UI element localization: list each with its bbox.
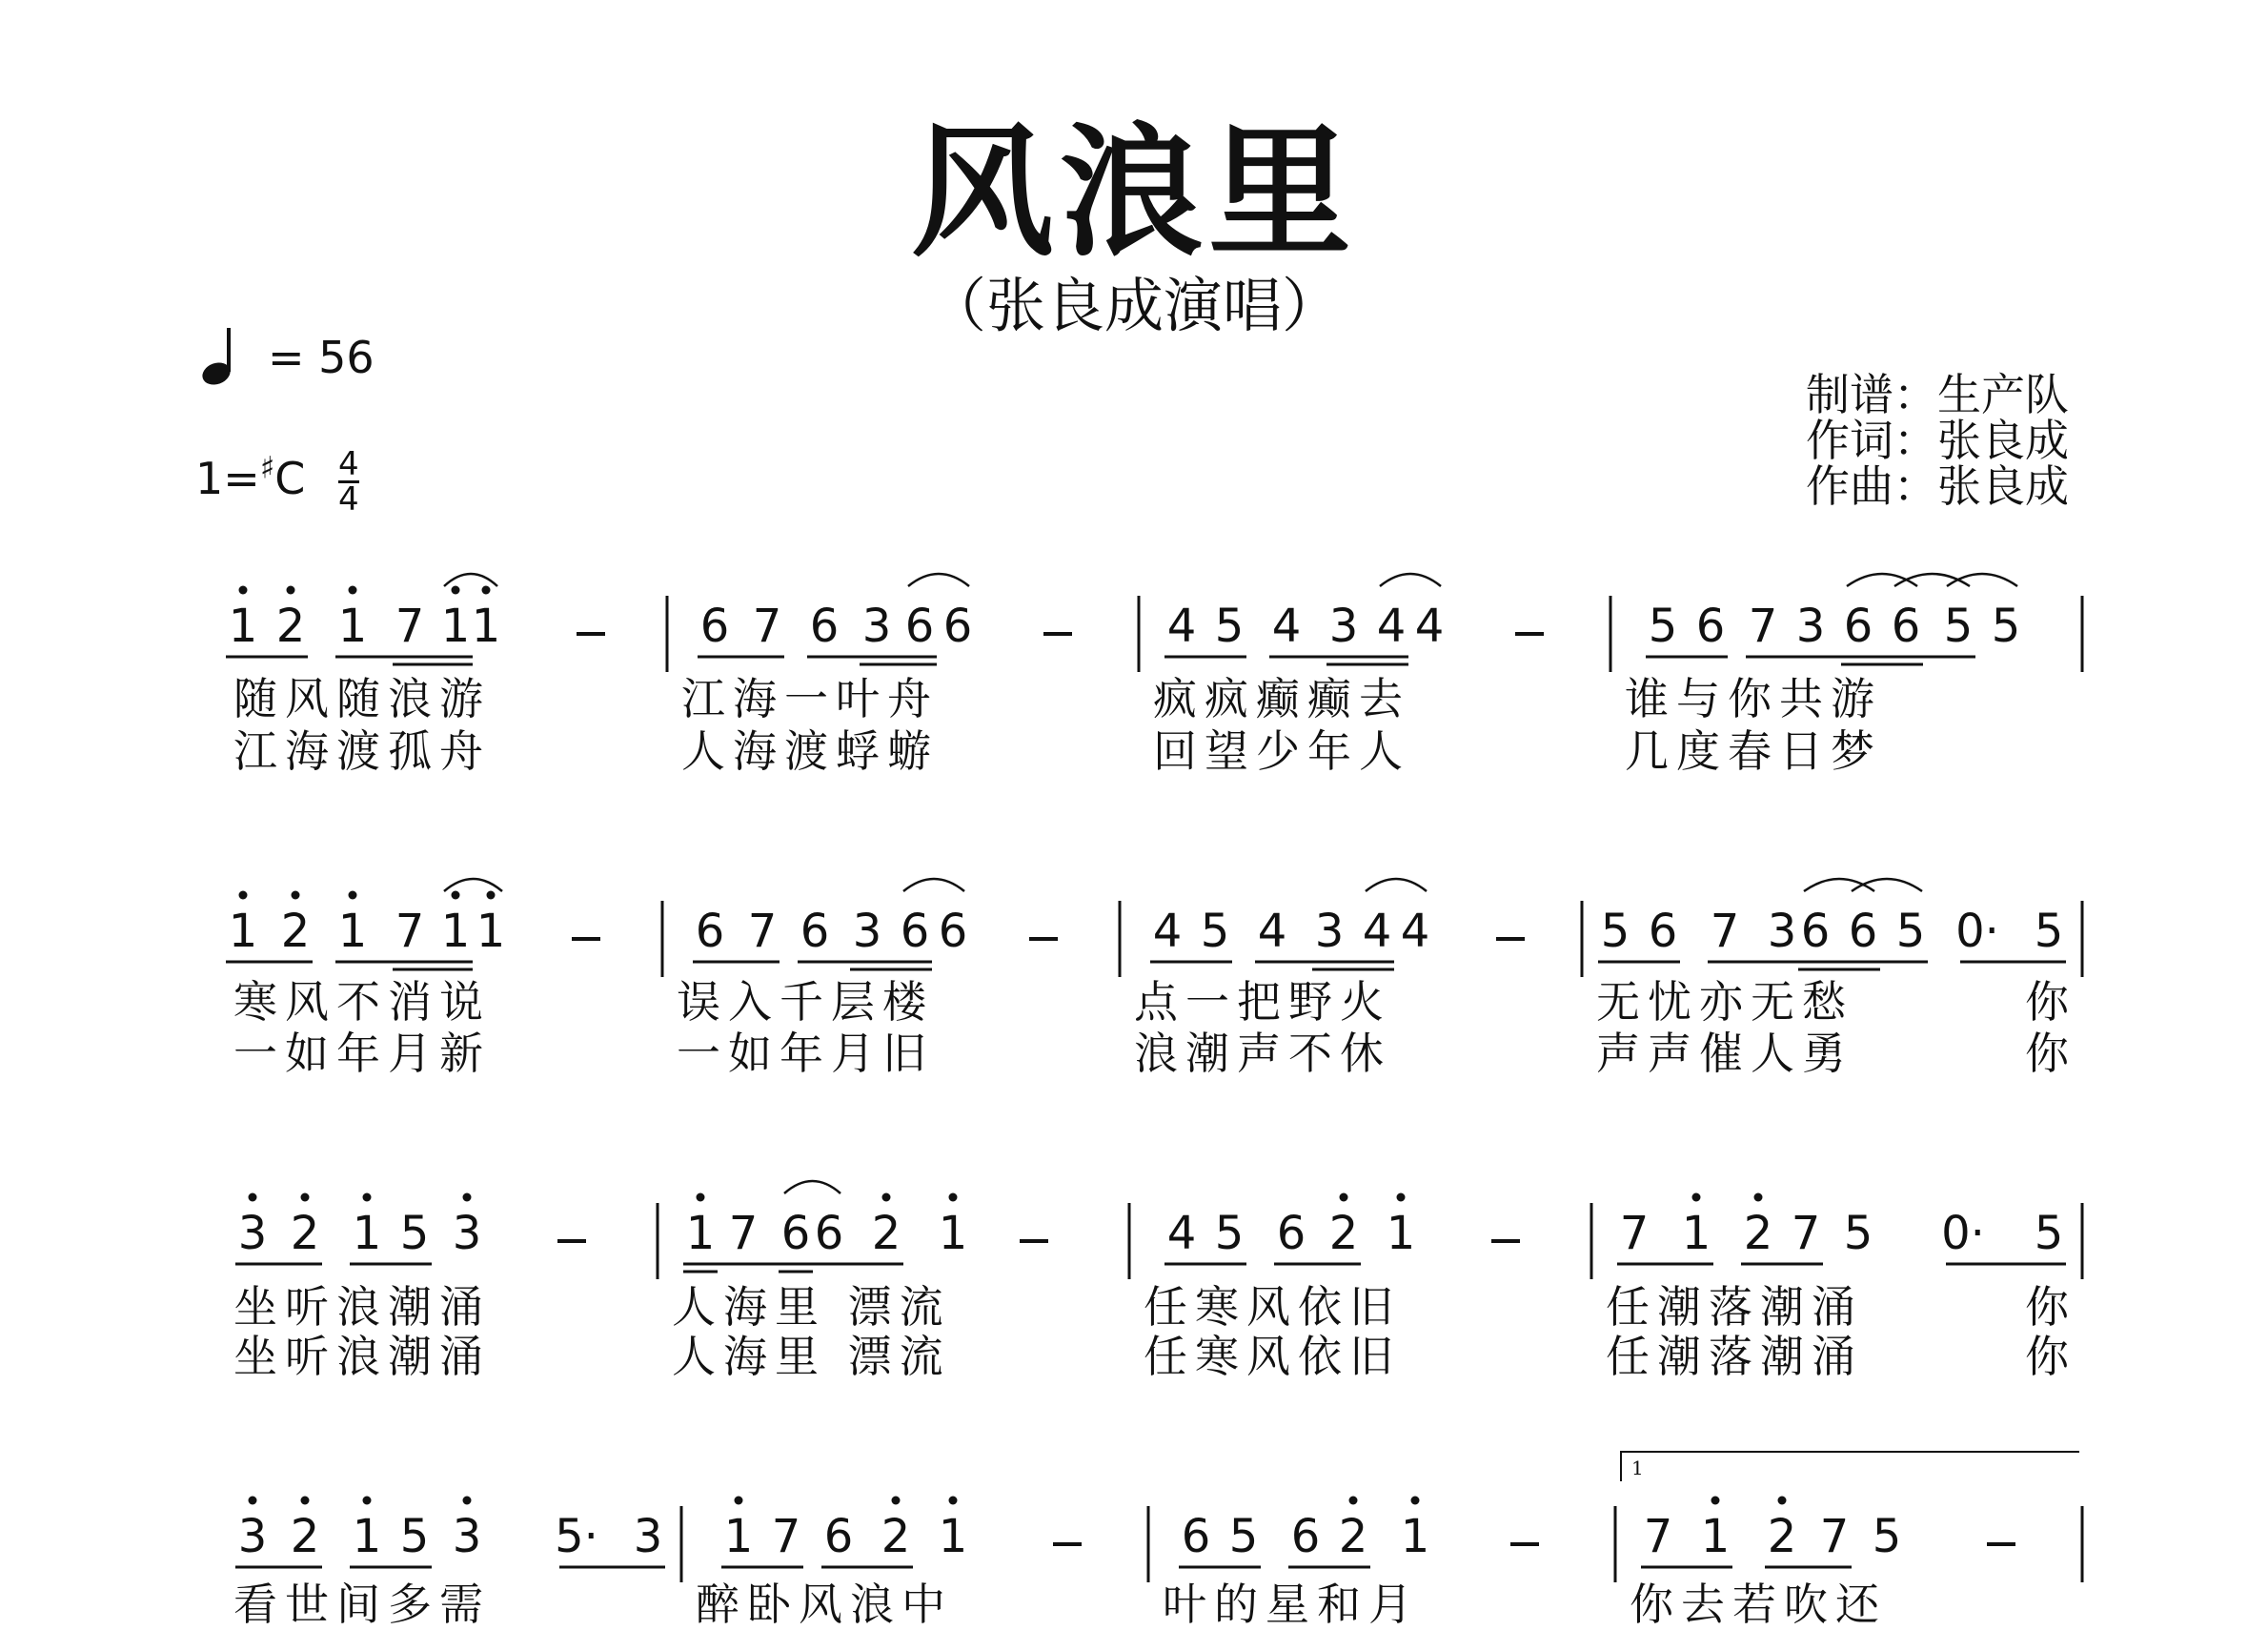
credit-composer: 作曲：张良成 [1806, 460, 2069, 512]
jianpu-note: 1 [228, 600, 258, 653]
jianpu-note: 6 [1290, 1510, 1321, 1563]
octave-dot [301, 1497, 310, 1505]
jianpu-note: 4 [1400, 905, 1430, 958]
jianpu-note: 1 [352, 1207, 382, 1260]
octave-dot [249, 1497, 257, 1505]
time-bottom: 4 [338, 480, 359, 519]
jianpu-note: 3 [852, 905, 882, 958]
jianpu-note: 1 [471, 600, 501, 653]
lyric-line: 醉卧风浪中 [696, 1579, 953, 1630]
jianpu-note: 1 [1400, 1510, 1430, 1563]
pickup-lyric: 你 [2025, 1281, 2069, 1333]
lyric-line: 一如年月新 [233, 1028, 491, 1079]
octave-dot [735, 1497, 743, 1505]
jianpu-note: 1 [440, 905, 471, 958]
pickup-lyric: 你 [2025, 1331, 2069, 1382]
octave-dot [1340, 1193, 1348, 1202]
jianpu-note: 5 [2034, 905, 2064, 958]
jianpu-note: 6 [809, 600, 840, 653]
jianpu-note: 6 [1843, 600, 1873, 653]
octave-dot [1692, 1193, 1701, 1202]
jianpu-note: 1 [1681, 1207, 1711, 1260]
octave-dot [1711, 1497, 1720, 1505]
jianpu-note: 5 [399, 1207, 430, 1260]
jianpu-note: 6 [823, 1510, 854, 1563]
jianpu-note: 7 [728, 1207, 759, 1260]
octave-dot [882, 1193, 891, 1202]
lyric-line: 人海渡蜉蝣 [681, 725, 939, 777]
jianpu-note: 3 [633, 1510, 663, 1563]
jianpu-note: 5 [1228, 1510, 1259, 1563]
volta-number: 1 [1631, 1457, 1644, 1479]
octave-dot [452, 586, 460, 595]
jianpu-note: 3 [861, 600, 892, 653]
octave-dot [463, 1497, 472, 1505]
lyric-line: 任寒风依旧 [1144, 1331, 1401, 1382]
octave-dot [949, 1193, 958, 1202]
jianpu-note: 7 [1619, 1207, 1650, 1260]
jianpu-note: 5 [1648, 600, 1678, 653]
jianpu-note: 6 [695, 905, 725, 958]
lyric-line: 江海一叶舟 [681, 673, 939, 724]
lyric-line: 回望少年人 [1153, 725, 1410, 777]
jianpu-note: 2 [1743, 1207, 1773, 1260]
jianpu-note: 6 [1695, 600, 1726, 653]
lyric-line: 寒风不消说 [233, 976, 491, 1028]
octave-dot [1397, 1193, 1406, 1202]
octave-dot [363, 1497, 372, 1505]
lyric-line: 任寒风依旧 [1144, 1281, 1401, 1333]
jianpu-note: 5 [1600, 905, 1630, 958]
jianpu-note: 7 [1748, 600, 1778, 653]
jianpu-note: 1 [685, 1207, 716, 1260]
tie-slur [444, 879, 502, 891]
jianpu-note: 6 [904, 600, 935, 653]
octave-dot [239, 586, 248, 595]
jianpu-note: 6 [938, 905, 968, 958]
jianpu-note: 5 [1895, 905, 1926, 958]
jianpu-note: 4 [1414, 600, 1445, 653]
lyric-line: 随风随浪游 [233, 673, 491, 724]
lyric-line: 点一把野火 [1134, 976, 1391, 1028]
jianpu-note: 6 [699, 600, 730, 653]
jianpu-note: 6 [1848, 905, 1878, 958]
jianpu-note: 1 [1386, 1207, 1416, 1260]
jianpu-note: 7 [1791, 1207, 1821, 1260]
lyric-line: 江海渡孤舟 [233, 725, 491, 777]
jianpu-note: 7 [395, 905, 425, 958]
octave-dot [292, 891, 300, 900]
octave-dot [1349, 1497, 1358, 1505]
jianpu-note: 6 [1648, 905, 1678, 958]
jianpu-note: 7 [752, 600, 782, 653]
jianpu-note: 1 [337, 600, 368, 653]
octave-dot [1778, 1497, 1787, 1505]
lyric-line: 谁与你共游 [1625, 673, 1882, 724]
jianpu-note: 2 [1328, 1207, 1359, 1260]
lyric-line: 浪潮声不休 [1134, 1028, 1391, 1079]
jianpu-note: 2 [290, 1510, 320, 1563]
jianpu-note: 1 [476, 905, 506, 958]
lyric-line: 一如年月旧 [677, 1028, 934, 1079]
octave-dot [892, 1497, 901, 1505]
jianpu-note: 2 [275, 600, 306, 653]
jianpu-note: 4 [1376, 600, 1407, 653]
octave-dot [349, 891, 357, 900]
lyric-line: 坐听浪潮涌 [233, 1331, 491, 1382]
jianpu-note: 7 [395, 600, 425, 653]
octave-dot [349, 586, 357, 595]
jianpu-note: 1 [938, 1207, 968, 1260]
tempo-value: = 56 [268, 332, 375, 383]
jianpu-note: 5 [1991, 600, 2021, 653]
lyric-line: 误入千层楼 [677, 976, 934, 1028]
jianpu-note: 1 [337, 905, 368, 958]
jianpu-note: 4 [1271, 600, 1302, 653]
key-prefix: 1= [195, 453, 260, 504]
jianpu-note: 7 [771, 1510, 801, 1563]
jianpu-note: 6 [1800, 905, 1831, 958]
credit-arranger: 制谱：生产队 [1806, 369, 2069, 420]
octave-dot [249, 1193, 257, 1202]
jianpu-note: 6 [1891, 600, 1921, 653]
jianpu-note: 5 [1200, 905, 1230, 958]
tie-slur [1380, 574, 1441, 586]
lyric-line: 你去若吹还 [1630, 1579, 1887, 1630]
jianpu-note: 3 [1314, 905, 1345, 958]
pickup-lyric: 你 [2025, 976, 2069, 1028]
jianpu-note: 3 [237, 1510, 268, 1563]
jianpu-note: 7 [1710, 905, 1740, 958]
jianpu-note: 2 [881, 1510, 911, 1563]
lyric-line: 声声催人勇 [1596, 1028, 1853, 1079]
octave-dot [487, 891, 496, 900]
jianpu-note: 3 [1795, 600, 1826, 653]
octave-dot [301, 1193, 310, 1202]
octave-dot [1411, 1497, 1420, 1505]
octave-dot [463, 1193, 472, 1202]
jianpu-note: 0· [1955, 905, 1999, 958]
jianpu-note: 3 [1767, 905, 1797, 958]
jianpu-note: 5 [1214, 1207, 1245, 1260]
jianpu-note: 4 [1166, 1207, 1197, 1260]
jianpu-note: 1 [1700, 1510, 1731, 1563]
jianpu-note: 1 [352, 1510, 382, 1563]
lyric-line: 任潮落潮涌 [1606, 1281, 1863, 1333]
tie-slur [784, 1181, 840, 1193]
octave-dot [697, 1193, 705, 1202]
jianpu-note: 3 [1328, 600, 1359, 653]
sharp-sign: ♯ [259, 449, 275, 486]
jianpu-note: 4 [1166, 600, 1197, 653]
tie-slur [1366, 879, 1427, 891]
jianpu-note: 6 [942, 600, 973, 653]
lyric-line: 看世间多需 [233, 1579, 491, 1630]
jianpu-note: 2 [290, 1207, 320, 1260]
jianpu-note: 5 [1214, 600, 1245, 653]
credit-lyricist: 作词：张良成 [1806, 415, 2069, 466]
jianpu-note: 1 [228, 905, 258, 958]
jianpu-note: 0· [1941, 1207, 1985, 1260]
jianpu-note: 6 [1276, 1207, 1306, 1260]
jianpu-note: 5 [1843, 1207, 1873, 1260]
jianpu-note: 4 [1257, 905, 1287, 958]
jianpu-note: 6 [780, 1207, 811, 1260]
octave-dot [239, 891, 248, 900]
octave-dot [1754, 1193, 1763, 1202]
jianpu-note: 7 [1643, 1510, 1673, 1563]
jianpu-note: 1 [938, 1510, 968, 1563]
tie-slur [444, 574, 497, 586]
pickup-lyric: 你 [2025, 1028, 2069, 1079]
tie-slur [908, 574, 969, 586]
jianpu-note: 6 [1181, 1510, 1211, 1563]
octave-dot [452, 891, 460, 900]
jianpu-note: 3 [452, 1207, 482, 1260]
lyric-line: 疯疯癫癫去 [1153, 673, 1410, 724]
jianpu-note: 2 [280, 905, 311, 958]
jianpu-note: 2 [871, 1207, 901, 1260]
jianpu-note: 1 [440, 600, 471, 653]
jianpu-note: 2 [1338, 1510, 1368, 1563]
jianpu-note: 1 [723, 1510, 754, 1563]
jianpu-note: 4 [1152, 905, 1183, 958]
octave-dot [949, 1497, 958, 1505]
lyric-line: 无忧亦无愁 [1596, 976, 1853, 1028]
jianpu-note: 6 [900, 905, 930, 958]
tie-slur [1947, 574, 2017, 586]
lyric-line: 任潮落潮涌 [1606, 1331, 1863, 1382]
jianpu-note: 6 [814, 1207, 844, 1260]
jianpu-note: 7 [1819, 1510, 1850, 1563]
performer-subtitle: （张良成演唱） [926, 271, 1341, 340]
lyric-line: 叶的星和月 [1163, 1579, 1420, 1630]
time-top: 4 [338, 445, 359, 483]
lyric-line: 人海里 漂流 [672, 1281, 951, 1333]
song-title: 风浪里 [910, 111, 1357, 276]
jianpu-note: 4 [1362, 905, 1392, 958]
octave-dot [482, 586, 491, 595]
jianpu-note: 5 [1943, 600, 1974, 653]
tie-slur [903, 879, 964, 891]
lyric-line: 几度春日梦 [1625, 725, 1882, 777]
octave-dot [363, 1193, 372, 1202]
jianpu-note: 3 [452, 1510, 482, 1563]
jianpu-note: 5 [1872, 1510, 1902, 1563]
key-note: C [274, 453, 306, 504]
jianpu-note: 2 [1767, 1510, 1797, 1563]
tie-slur [1852, 879, 1922, 891]
jianpu-note: 6 [800, 905, 830, 958]
jianpu-note: 5 [2034, 1207, 2064, 1260]
jianpu-note: 5 [399, 1510, 430, 1563]
lyric-line: 人海里 漂流 [672, 1331, 951, 1382]
jianpu-note: 3 [237, 1207, 268, 1260]
octave-dot [287, 586, 295, 595]
lyric-line: 坐听浪潮涌 [233, 1281, 491, 1333]
jianpu-note: 7 [747, 905, 778, 958]
jianpu-note: 5· [555, 1510, 598, 1563]
